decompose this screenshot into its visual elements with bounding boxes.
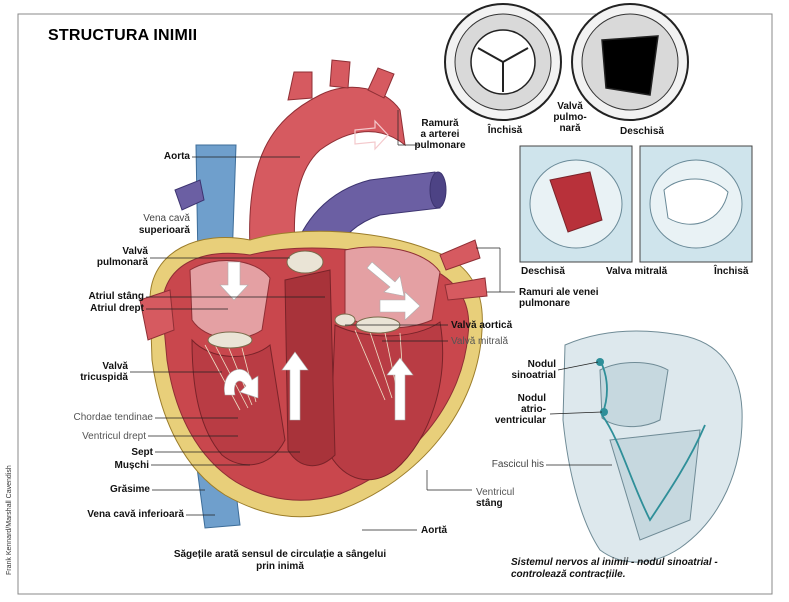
label-valva-mitrala: Valvă mitrală (451, 336, 509, 347)
conduction-caption-line-1: Sistemul nervos al inimii - nodul sinoatrial - (511, 557, 718, 568)
label-nodul-sino-1: Nodul (527, 359, 556, 370)
label-valva-pulm-1: Valvă (122, 246, 148, 257)
label-aorta: Aorta (163, 151, 190, 162)
pulmonary-valve-closed-view (445, 4, 561, 120)
label-ventricul-stang-2: stâng (476, 498, 503, 509)
tricuspid-valve (208, 332, 252, 348)
mitral-valve-closed-view (640, 146, 752, 262)
label-nodul-atrio-2: atrio- (521, 404, 546, 415)
label-deschisa-mid: Deschisă (521, 266, 565, 277)
label-chordae: Chordae tendinae (73, 412, 153, 423)
page-title: STRUCTURA INIMII (48, 27, 198, 44)
label-ramuri-venei-2: pulmonare (519, 298, 571, 309)
label-valva-aortica: Valvă aortică (451, 320, 513, 331)
conduction-heart (563, 331, 742, 562)
label-ramuri-venei-1: Ramuri ale venei (519, 287, 599, 298)
label-aorta-bottom: Aortă (421, 525, 448, 536)
label-vena-cava-sup-2: superioară (138, 225, 190, 236)
label-valva-tric-2: tricuspidă (80, 372, 128, 383)
aorta-branch-2 (330, 60, 350, 88)
label-valva-mitrala-panel: Valva mitrală (606, 266, 668, 277)
label-atriul-stang: Atriul stâng (88, 291, 144, 302)
label-ramura-1: Ramură (421, 118, 459, 129)
label-nodul-atrio-1: Nodul (517, 393, 546, 404)
main-caption-line-1: Săgețile arată sensul de circulație a sângelui (173, 549, 387, 560)
main-caption-line-2: prin inimă (256, 561, 304, 572)
label-nodul-atrio-3: ventricular (494, 415, 546, 426)
label-sept: Sept (131, 447, 153, 458)
label-grasime: Grăsime (109, 484, 150, 495)
photo-credit: Frank Kennard/Marshall Cavendish (6, 465, 13, 575)
label-nodul-sino-2: sinoatrial (511, 370, 556, 381)
label-ramura-2: a arterei (420, 129, 460, 140)
label-vena-cava-inf: Vena cavă inferioară (87, 509, 184, 520)
label-inchisa-top: Închisă (487, 125, 523, 136)
label-valva-pulm-2: pulmonară (96, 257, 148, 268)
conduction-caption-line-2: controlează contracțiile. (511, 569, 626, 580)
pulmonary-valve (287, 251, 323, 273)
label-ventricul-drept: Ventricul drept (82, 431, 146, 442)
label-vena-cava-sup-1: Vena cavă (143, 213, 190, 224)
label-valva-tric-1: Valvă (102, 361, 128, 372)
label-ramura-3: pulmonare (414, 140, 466, 151)
label-fascicul-his: Fascicul his (491, 459, 544, 470)
label-inchisa-mid: Închisă (714, 266, 749, 277)
mitral-valve-open-view (520, 146, 632, 262)
label-valva-pulmonara-1: Valvă (557, 101, 583, 112)
label-ventricul-stang-1: Ventricul (476, 487, 515, 498)
aorta-branch-1 (288, 72, 312, 100)
label-atriul-drept: Atriul drept (90, 303, 144, 314)
label-muschi: Mușchi (114, 460, 149, 471)
label-valva-pulmonara-2: pulmo- (553, 112, 587, 123)
aortic-valve (335, 314, 355, 326)
label-deschisa-top: Deschisă (620, 126, 664, 137)
pulmonary-vein-1 (440, 240, 480, 270)
left-ventricle (330, 322, 443, 480)
label-valva-pulmonara-3: nară (559, 123, 581, 134)
